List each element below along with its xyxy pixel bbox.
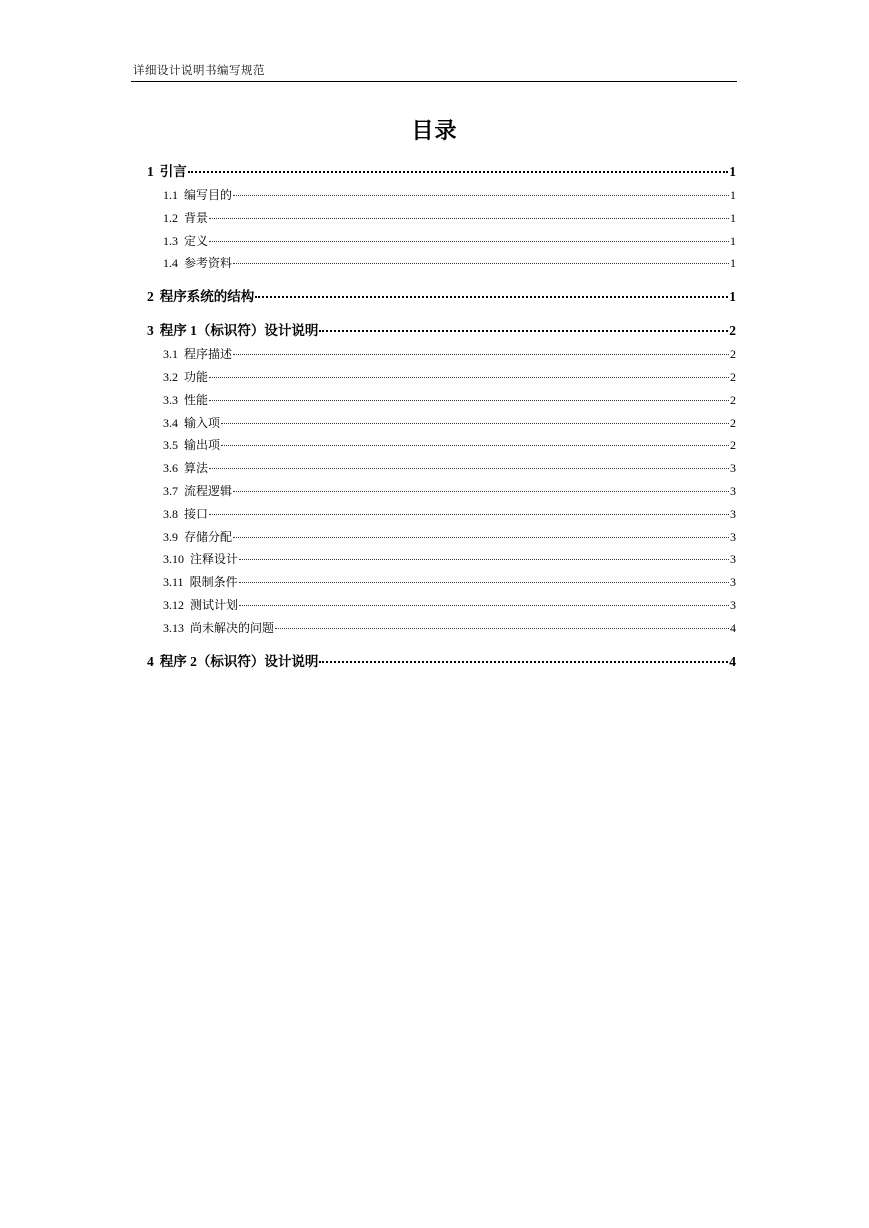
toc-entry-number: 3.2 xyxy=(163,369,178,384)
dot-leader xyxy=(319,660,728,663)
toc-entry[interactable] xyxy=(147,434,736,457)
dot-leader xyxy=(221,422,729,424)
toc-entry-number: 3.12 xyxy=(163,597,184,612)
toc-entry-label: 编写目的 xyxy=(184,188,233,202)
toc-entry-page: 2 xyxy=(730,392,736,407)
toc-entry[interactable] xyxy=(147,503,736,526)
toc-entry[interactable] xyxy=(147,319,736,343)
toc-entry[interactable] xyxy=(147,457,736,480)
toc-entry-page: 1 xyxy=(729,164,736,179)
toc-entry[interactable] xyxy=(147,230,736,253)
toc-entry[interactable] xyxy=(147,571,736,594)
toc-entry-number: 3.7 xyxy=(163,483,178,498)
dot-leader xyxy=(188,170,729,173)
toc-entry-label: 流程逻辑 xyxy=(184,483,233,498)
toc-entry[interactable] xyxy=(147,480,736,503)
toc-entry[interactable] xyxy=(147,412,736,435)
toc-entry[interactable] xyxy=(147,207,736,230)
toc-entry[interactable] xyxy=(147,343,736,366)
toc-entry[interactable] xyxy=(147,389,736,412)
toc-entry-number: 1.4 xyxy=(163,256,178,271)
dot-leader xyxy=(239,558,729,560)
toc-entry-page: 3 xyxy=(730,529,736,544)
dot-leader xyxy=(239,581,729,583)
toc-entry-number: 1.2 xyxy=(163,210,178,225)
toc-entry-label: 引言 xyxy=(159,164,187,179)
toc-entry-label: 程序描述 xyxy=(184,347,233,362)
toc-entry-page: 1 xyxy=(730,210,736,225)
toc-entry[interactable] xyxy=(147,548,736,571)
dot-leader xyxy=(319,329,728,332)
dot-leader xyxy=(221,444,729,446)
toc-entry-page: 3 xyxy=(730,575,736,590)
toc-entry-page: 3 xyxy=(730,461,736,476)
toc-entry-label: 程序 2（标识符）设计说明 xyxy=(159,653,319,669)
toc-entry-number: 3.4 xyxy=(163,415,178,430)
toc-entry-page: 4 xyxy=(729,653,736,669)
toc-entry[interactable] xyxy=(147,252,736,275)
toc-entry-page: 2 xyxy=(730,369,736,384)
toc-entry-page: 3 xyxy=(730,597,736,612)
toc-entry-label: 定义 xyxy=(184,233,209,248)
toc-entry-number: 3.6 xyxy=(163,461,178,476)
toc-entry-number: 3 xyxy=(147,323,154,339)
toc-entry-number: 3.9 xyxy=(163,529,178,544)
toc-entry-number: 1.3 xyxy=(163,233,178,248)
toc-entry-label: 注释设计 xyxy=(190,552,239,567)
toc-entry-label: 算法 xyxy=(184,461,209,476)
toc-entry[interactable] xyxy=(147,184,736,207)
toc-entry[interactable] xyxy=(147,650,736,674)
toc-entry-label: 输出项 xyxy=(184,438,221,453)
toc-entry-number: 3.5 xyxy=(163,438,178,453)
table-of-contents xyxy=(147,160,736,674)
toc-entry-label: 背景 xyxy=(184,210,209,225)
toc-entry-page: 1 xyxy=(730,256,736,271)
toc-entry-label: 输入项 xyxy=(184,415,221,430)
dot-leader xyxy=(209,467,729,469)
toc-entry[interactable] xyxy=(147,160,736,184)
dot-leader xyxy=(209,399,729,401)
toc-entry-label: 测试计划 xyxy=(190,597,239,612)
dot-leader xyxy=(209,240,729,242)
dot-leader xyxy=(275,627,729,629)
toc-entry-page: 2 xyxy=(730,347,736,362)
toc-entry-number: 2 xyxy=(147,289,154,305)
toc-entry-page: 1 xyxy=(730,233,736,248)
toc-entry-page: 4 xyxy=(730,620,736,635)
toc-entry-page: 3 xyxy=(730,552,736,567)
toc-entry-page: 3 xyxy=(730,506,736,521)
toc-entry-number: 3.1 xyxy=(163,347,178,362)
toc-entry-label: 限制条件 xyxy=(189,575,238,590)
toc-entry-number: 1 xyxy=(147,164,154,179)
dot-leader xyxy=(209,376,729,378)
toc-entry[interactable] xyxy=(147,617,736,640)
toc-entry-number: 3.13 xyxy=(163,620,184,635)
dot-leader xyxy=(239,604,729,606)
toc-title: 目录 xyxy=(411,119,458,144)
toc-entry-number: 3.8 xyxy=(163,506,178,521)
toc-entry-number: 3.10 xyxy=(163,552,184,567)
toc-entry-label: 存储分配 xyxy=(184,529,233,544)
toc-entry-page: 2 xyxy=(729,323,736,339)
toc-entry-number: 3.11 xyxy=(163,575,184,590)
toc-entry-number: 3.3 xyxy=(163,392,178,407)
toc-entry-number: 4 xyxy=(147,653,154,669)
dot-leader xyxy=(255,295,728,298)
toc-entry-label: 程序系统的结构 xyxy=(159,289,255,305)
toc-entry[interactable] xyxy=(147,594,736,617)
toc-entry-page: 2 xyxy=(730,415,736,430)
toc-entry-label: 尚未解决的问题 xyxy=(190,620,275,635)
dot-leader xyxy=(233,194,729,196)
toc-entry-label: 程序 1（标识符）设计说明 xyxy=(159,323,319,339)
toc-entry[interactable] xyxy=(147,285,736,309)
toc-entry-number: 1.1 xyxy=(163,188,178,202)
toc-entry[interactable] xyxy=(147,526,736,549)
toc-entry-page: 2 xyxy=(730,438,736,453)
dot-leader xyxy=(233,536,729,538)
dot-leader xyxy=(233,490,729,492)
toc-entry[interactable] xyxy=(147,366,736,389)
toc-entry-label: 接口 xyxy=(184,506,209,521)
header-rule xyxy=(131,81,737,82)
toc-entry-page: 3 xyxy=(730,483,736,498)
toc-entry-label: 功能 xyxy=(184,369,209,384)
toc-entry-label: 参考资料 xyxy=(184,256,233,271)
dot-leader xyxy=(209,217,729,219)
toc-entry-label: 性能 xyxy=(184,392,209,407)
running-header: 详细设计说明书编写规范 xyxy=(133,65,265,77)
dot-leader xyxy=(233,262,729,264)
toc-entry-page: 1 xyxy=(729,289,736,305)
dot-leader xyxy=(233,353,729,355)
dot-leader xyxy=(209,513,729,515)
toc-entry-page: 1 xyxy=(730,188,736,202)
